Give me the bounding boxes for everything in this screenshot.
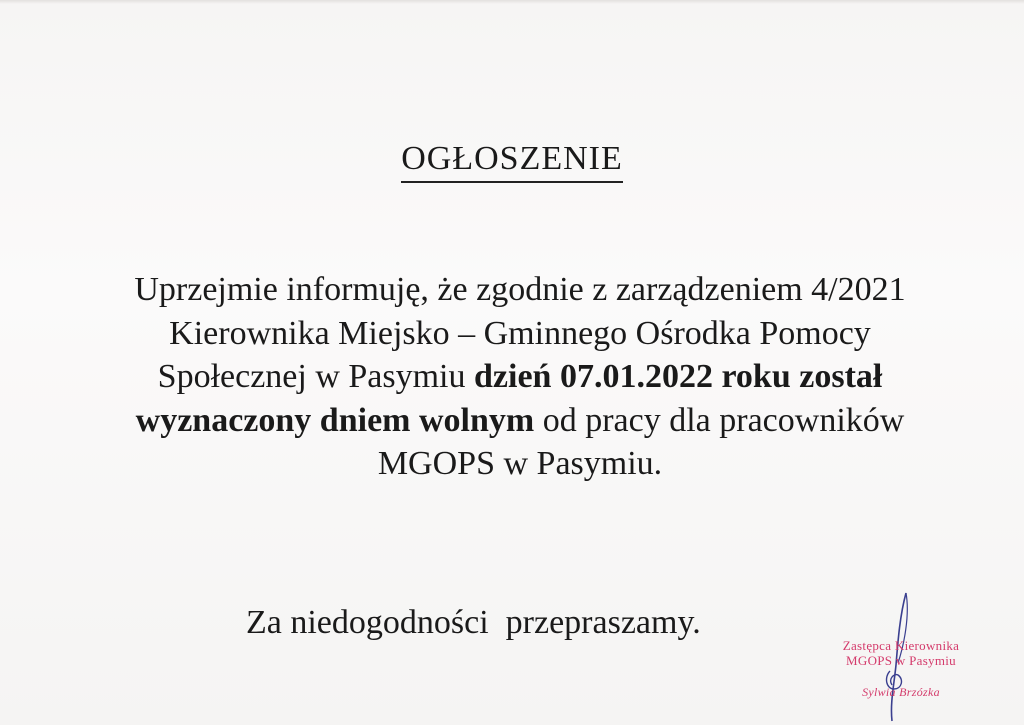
announcement-body xyxy=(70,268,970,486)
stamp-line-1: Zastępca Kierownika xyxy=(842,638,960,653)
stamp-line-2: MGOPS w Pasymiu xyxy=(846,653,956,668)
announcement-title xyxy=(0,140,1024,183)
body-line-4-normal: od pracy dla pracowników xyxy=(534,401,905,439)
body-line-4-bold: wyznaczony dniem wolnym xyxy=(135,401,535,439)
stamp-signer-name: Sylwia Brzózka xyxy=(862,685,940,699)
closing-apology: Za niedogodności przepraszamy. xyxy=(246,604,701,641)
official-stamp xyxy=(816,638,986,700)
body-line-4 xyxy=(70,399,970,443)
body-line-1: Uprzejmie informuję, że zgodnie z zarządzeniem 4/2021 xyxy=(134,271,906,308)
body-line-3-bold: dzień 07.01.2022 roku został xyxy=(474,358,883,395)
body-line-2: Kierownika Miejsko – Gminnego Ośrodka Pomocy xyxy=(169,314,871,352)
body-line-3-normal: Społecznej w Pasymiu xyxy=(157,358,474,395)
title-text: OGŁOSZENIE xyxy=(401,140,623,183)
body-line-3 xyxy=(70,355,970,399)
body-line-5: MGOPS w Pasymiu. xyxy=(377,445,663,482)
scan-edge xyxy=(0,0,1024,4)
